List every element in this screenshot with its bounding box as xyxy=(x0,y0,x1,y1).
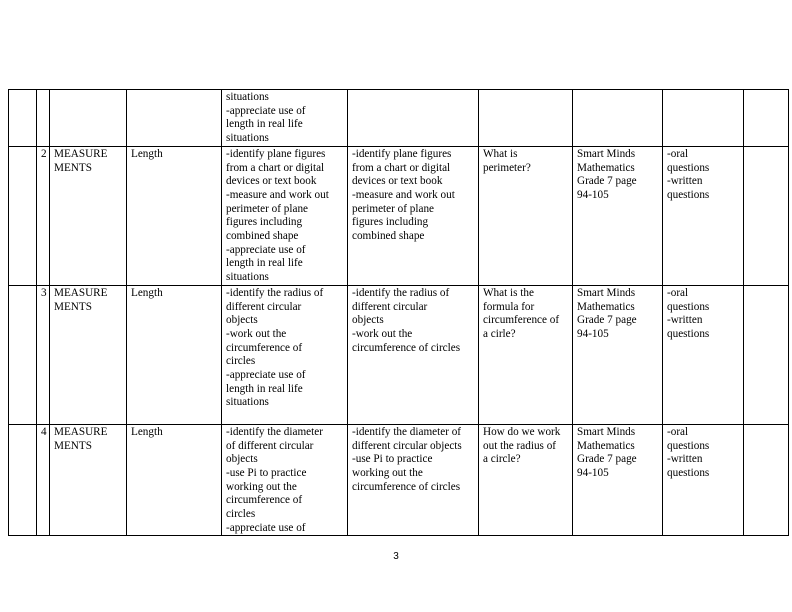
key-inquiry-cell: How do we work out the radius of a circle? xyxy=(479,424,573,536)
resources-cell: Smart Minds Mathematics Grade 7 page 94-105 xyxy=(573,424,663,536)
week-cell xyxy=(9,146,37,285)
sub-strand-cell: Length xyxy=(127,285,222,424)
learning-activities-cell xyxy=(348,90,479,147)
table-row xyxy=(9,146,789,285)
strand-cell: MEASURE MENTS xyxy=(50,424,127,536)
learning-outcomes-cell: -identify plane figures from a chart or digital devices or text book -measure and work out perimeter of plane figures including combined shape -appreciate use of length in real life situations xyxy=(222,146,348,285)
lesson-cell: 4 xyxy=(37,424,50,536)
resources-cell: Smart Minds Mathematics Grade 7 page 94-105 xyxy=(573,285,663,424)
learning-activities-cell: -identify the diameter of different circular objects -use Pi to practice working out the circumference of circles xyxy=(348,424,479,536)
remarks-cell xyxy=(744,424,789,536)
remarks-cell xyxy=(744,146,789,285)
week-cell xyxy=(9,424,37,536)
lesson-cell: 3 xyxy=(37,285,50,424)
page-number: 3 xyxy=(393,551,399,562)
learning-outcomes-cell: -identify the diameter of different circular objects -use Pi to practice working out the circumference of circles -appreciate use of xyxy=(222,424,348,536)
strand-cell: MEASURE MENTS xyxy=(50,285,127,424)
table-row xyxy=(9,424,789,536)
week-cell xyxy=(9,90,37,147)
assessment-cell: -oral questions -written questions xyxy=(663,146,744,285)
resources-cell xyxy=(573,90,663,147)
key-inquiry-cell: What is the formula for circumference of a cirle? xyxy=(479,285,573,424)
scheme-of-work-table xyxy=(8,89,789,536)
remarks-cell xyxy=(744,90,789,147)
learning-outcomes-cell: situations -appreciate use of length in real life situations xyxy=(222,90,348,147)
strand-cell: MEASURE MENTS xyxy=(50,146,127,285)
sub-strand-cell: Length xyxy=(127,146,222,285)
key-inquiry-cell: What is perimeter? xyxy=(479,146,573,285)
table-row xyxy=(9,90,789,147)
assessment-cell: -oral questions -written questions xyxy=(663,285,744,424)
remarks-cell xyxy=(744,285,789,424)
key-inquiry-cell xyxy=(479,90,573,147)
learning-outcomes-cell: -identify the radius of different circular objects -work out the circumference of circles -appreciate use of length in real life situations xyxy=(222,285,348,424)
sub-strand-cell xyxy=(127,90,222,147)
table-row xyxy=(9,285,789,424)
assessment-cell xyxy=(663,90,744,147)
resources-cell: Smart Minds Mathematics Grade 7 page 94-105 xyxy=(573,146,663,285)
week-cell xyxy=(9,285,37,424)
sub-strand-cell: Length xyxy=(127,424,222,536)
strand-cell xyxy=(50,90,127,147)
learning-activities-cell: -identify plane figures from a chart or digital devices or text book -measure and work out perimeter of plane figures including combined shape xyxy=(348,146,479,285)
assessment-cell: -oral questions -written questions xyxy=(663,424,744,536)
lesson-cell xyxy=(37,90,50,147)
lesson-cell: 2 xyxy=(37,146,50,285)
learning-activities-cell: -identify the radius of different circular objects -work out the circumference of circles xyxy=(348,285,479,424)
